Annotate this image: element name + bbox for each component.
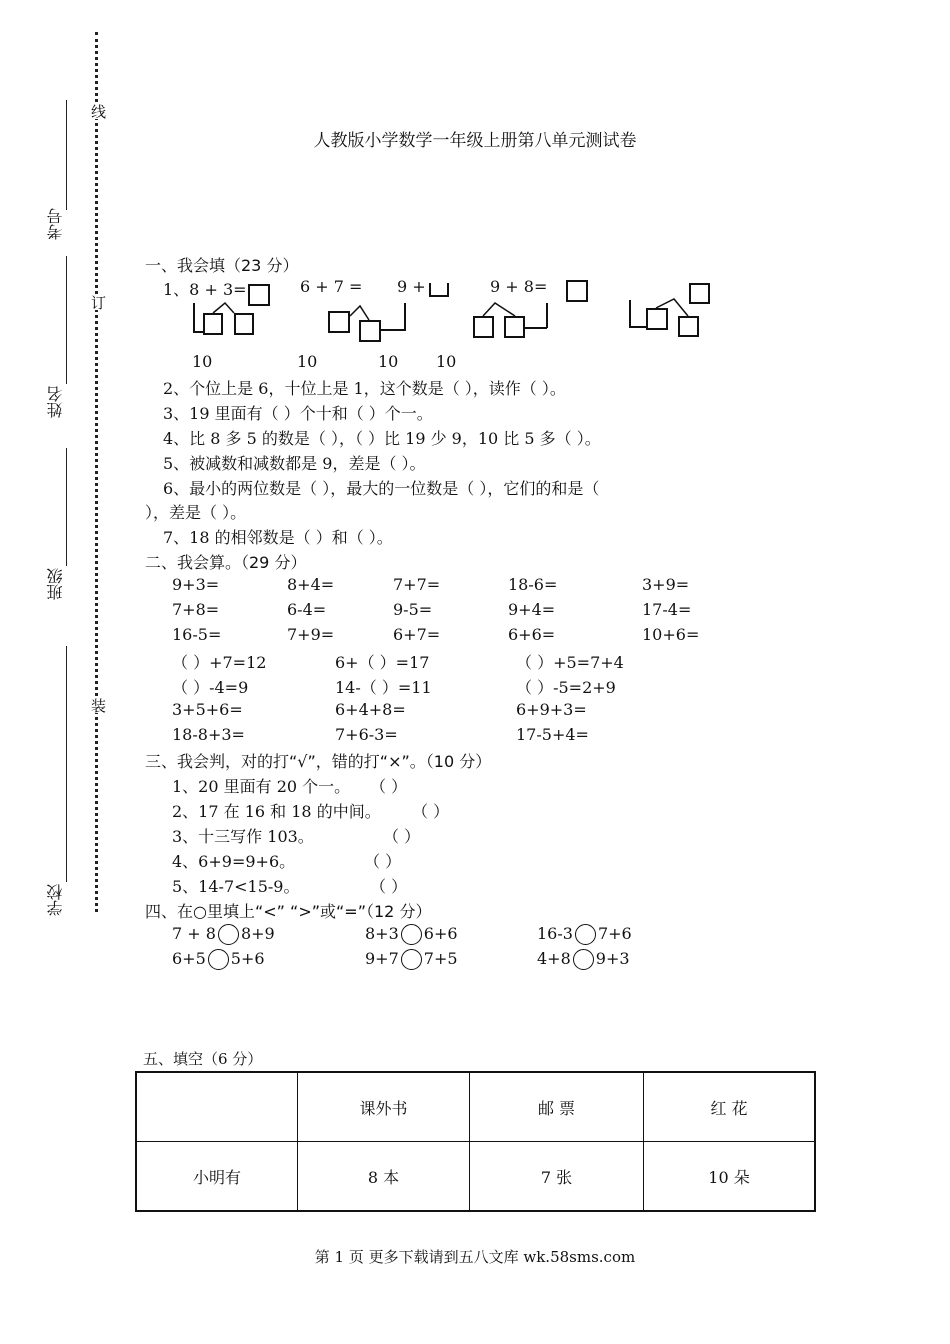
section-4-heading: 四、在○里填上“<” “>”或“=”（12 分）: [145, 902, 432, 921]
binding-mark-ding: 订: [89, 295, 107, 310]
table-cell: 10 朵: [644, 1142, 816, 1212]
mix-item: 7+6-3=: [335, 725, 398, 744]
compare-item: [172, 949, 265, 970]
calc-item: 3+9=: [642, 575, 690, 594]
class-line: [66, 448, 67, 566]
judge-item: 1、20 里面有 20 个一。: [172, 777, 351, 796]
mix-item: 18-8+3=: [172, 725, 245, 744]
name-label: 姓名: [46, 386, 65, 418]
fill-item: （ ）-4=9: [172, 678, 249, 697]
page-footer: 第 1 页 更多下载请到五八文库 wk.58sms.com: [314, 1248, 636, 1266]
table-row: [136, 1142, 815, 1212]
compare-item: [365, 949, 458, 970]
compare-left: 4+8: [537, 949, 571, 968]
question-4: 4、比 8 多 5 的数是（ ），（ ）比 19 少 9，10 比 5 多（ ）。: [163, 429, 601, 448]
table-cell: 小明有: [136, 1142, 298, 1212]
q1-sum: 10: [192, 352, 213, 371]
diagram-branches: [0, 0, 950, 400]
calc-item: 8+4=: [287, 575, 335, 594]
compare-circle[interactable]: [401, 924, 422, 945]
calc-item: 9-5=: [393, 600, 433, 619]
compare-right: 8+9: [240, 924, 275, 943]
compare-circle[interactable]: [208, 949, 229, 970]
fill-item: （ ）+7=12: [172, 653, 267, 672]
calc-item: 18-6=: [508, 575, 558, 594]
mix-item: 17-5+4=: [516, 725, 589, 744]
compare-right: 7+5: [423, 949, 458, 968]
school-line: [66, 646, 67, 882]
table-cell: [136, 1072, 298, 1142]
judge-answer[interactable]: （ ）: [370, 777, 408, 796]
section-2-heading: 二、我会算。（29 分）: [145, 553, 307, 572]
section-3-heading: 三、我会判，对的打“√”，错的打“×”。（10 分）: [145, 752, 492, 771]
school-label: 学校: [46, 884, 65, 916]
q1-sum: 10: [436, 352, 457, 371]
q1-expr-d: 9 + 8=: [490, 277, 548, 296]
compare-circle[interactable]: [401, 949, 422, 970]
judge-answer[interactable]: （ ）: [370, 877, 408, 896]
calc-item: 9+4=: [508, 600, 556, 619]
calc-item: 16-5=: [172, 625, 222, 644]
table-cell: 红 花: [644, 1072, 816, 1142]
fill-table: [135, 1071, 816, 1212]
compare-left: 9+7: [365, 949, 399, 968]
fill-item: 14-（ ）=11: [335, 678, 432, 697]
question-7: 7、18 的相邻数是（ ）和（ ）。: [163, 528, 393, 547]
compare-left: 8+3: [365, 924, 399, 943]
compare-left: 7 + 8: [172, 924, 216, 943]
calc-item: 7+8=: [172, 600, 220, 619]
calc-item: 7+7=: [393, 575, 441, 594]
question-2: 2、个位上是 6，十位上是 1，这个数是（ ），读作（ ）。: [163, 379, 566, 398]
calc-item: 10+6=: [642, 625, 700, 644]
compare-item: [172, 924, 275, 945]
judge-answer[interactable]: （ ）: [412, 802, 450, 821]
binding-mark-zhuang: 装: [89, 698, 107, 713]
compare-item: [537, 949, 630, 970]
table-header-row: [136, 1072, 815, 1142]
q1-expr-c: 9 +: [397, 277, 426, 296]
q1-expr-b: 6 + 7 =: [300, 277, 363, 296]
table-cell: 邮 票: [470, 1072, 644, 1142]
table-cell: 7 张: [470, 1142, 644, 1212]
compare-circle[interactable]: [573, 949, 594, 970]
judge-item: 3、十三写作 103。: [172, 827, 314, 846]
question-3: 3、19 里面有（ ）个十和（ ）个一。: [163, 404, 433, 423]
calc-item: 6-4=: [287, 600, 327, 619]
q1-sum: 10: [378, 352, 399, 371]
mix-item: 3+5+6=: [172, 700, 243, 719]
compare-circle[interactable]: [218, 924, 239, 945]
page-title: 人教版小学数学一年级上册第八单元测试卷: [313, 131, 637, 151]
calc-item: 7+9=: [287, 625, 335, 644]
exam-number-label: 考号: [46, 208, 65, 240]
calc-item: 6+6=: [508, 625, 556, 644]
section-1-heading: 一、我会填（23 分）: [145, 256, 299, 275]
q1-expr-a: 1、8 + 3=: [163, 280, 247, 299]
compare-item: [537, 924, 632, 945]
compare-circle[interactable]: [575, 924, 596, 945]
class-label: 班级: [46, 568, 65, 600]
binding-mark-line: 线: [89, 104, 107, 119]
question-6: 6、最小的两位数是（ ），最大的一位数是（ ），它们的和是（: [163, 479, 600, 498]
compare-right: 5+6: [230, 949, 265, 968]
compare-right: 6+6: [423, 924, 458, 943]
q1-sum: 10: [297, 352, 318, 371]
compare-left: 6+5: [172, 949, 206, 968]
judge-item: 5、14-7<15-9。: [172, 877, 300, 896]
calc-item: 17-4=: [642, 600, 692, 619]
section-5-heading: 五、填空（6 分）: [143, 1050, 263, 1068]
fill-item: 6+（ ）=17: [335, 653, 430, 672]
compare-right: 9+3: [595, 949, 630, 968]
fill-item: （ ）-5=2+9: [516, 678, 616, 697]
fill-item: （ ）+5=7+4: [516, 653, 624, 672]
judge-item: 4、6+9=9+6。: [172, 852, 296, 871]
calc-item: 9+3=: [172, 575, 220, 594]
mix-item: 6+9+3=: [516, 700, 587, 719]
judge-answer[interactable]: （ ）: [364, 852, 402, 871]
table-cell: 8 本: [298, 1142, 470, 1212]
judge-answer[interactable]: （ ）: [383, 827, 421, 846]
calc-item: 6+7=: [393, 625, 441, 644]
mix-item: 6+4+8=: [335, 700, 406, 719]
table-cell: 课外书: [298, 1072, 470, 1142]
judge-item: 2、17 在 16 和 18 的中间。: [172, 802, 381, 821]
compare-item: [365, 924, 458, 945]
compare-left: 16-3: [537, 924, 573, 943]
question-6-cont: ），差是（ ）。: [145, 503, 247, 522]
question-5: 5、被减数和减数都是 9，差是（ ）。: [163, 454, 426, 473]
compare-right: 7+6: [597, 924, 632, 943]
